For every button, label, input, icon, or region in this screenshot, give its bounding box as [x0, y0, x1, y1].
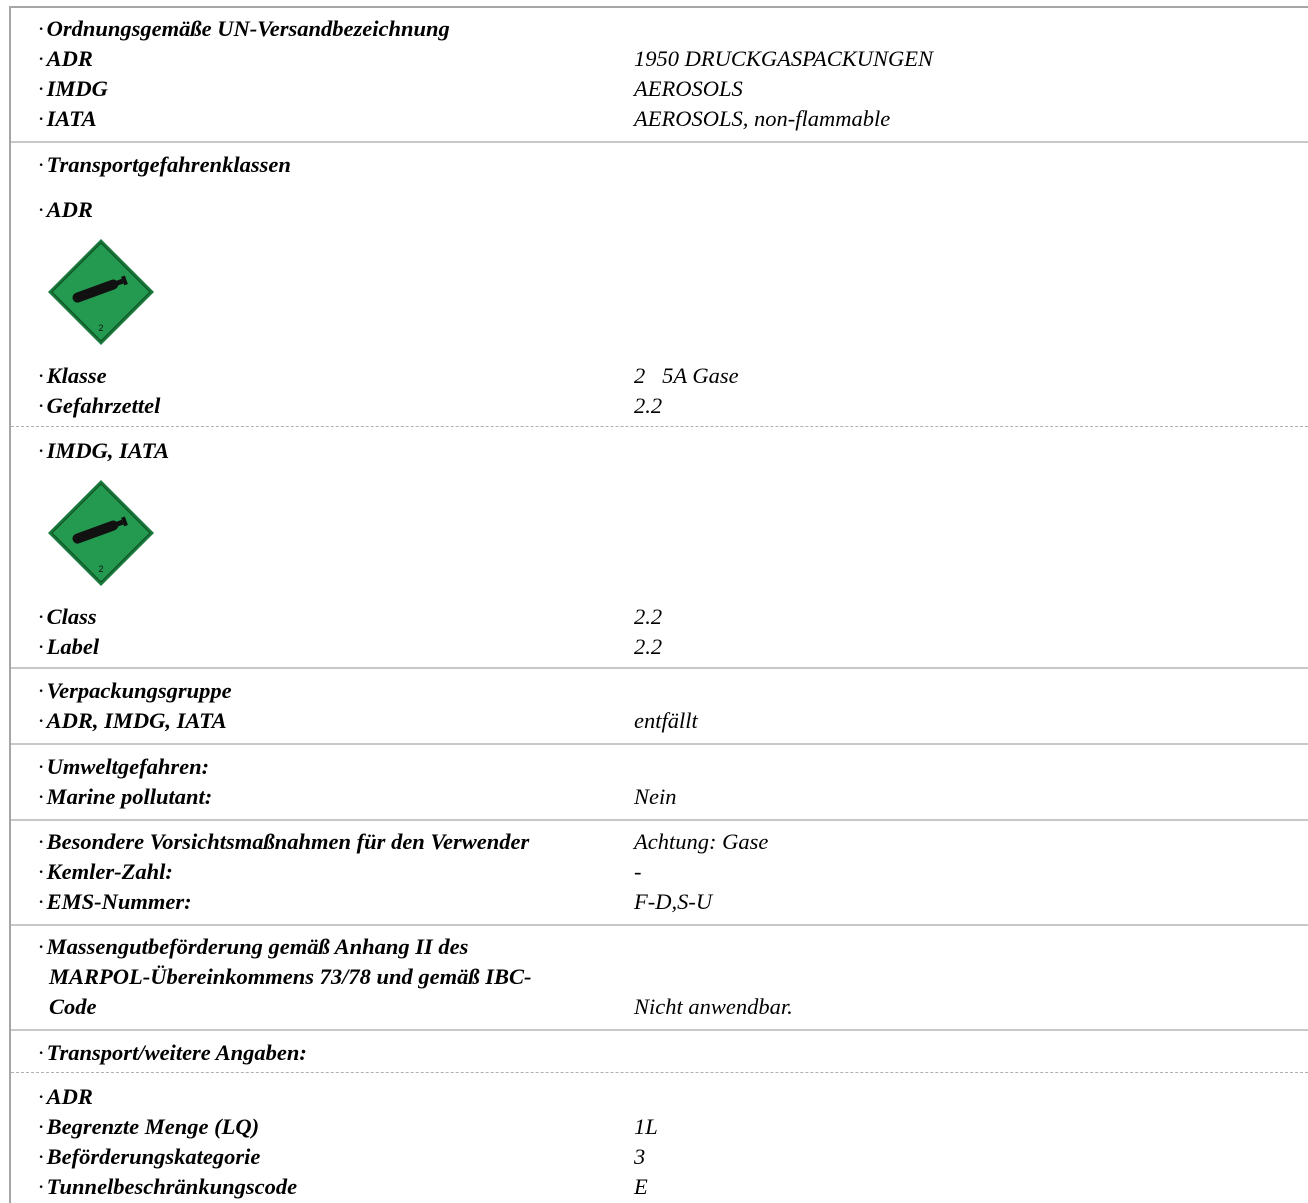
row-value-tunnel-code: E	[634, 1174, 648, 1199]
row-label-special-precautions: · Besondere Vorsichtsmaßnahmen für den Verwender	[38, 829, 530, 854]
row-label-bulk-transport-line1: · Massengutbeförderung gemäß Anhang II des	[38, 934, 469, 959]
row-value-packing-group: entfällt	[634, 708, 698, 733]
row-label-tunnel-code: · Tunnelbeschränkungscode	[38, 1174, 298, 1199]
row-value-label: 2.2	[634, 634, 663, 659]
row-value-transport-category: 3	[634, 1144, 646, 1169]
section-heading-packing-group: · Verpackungsgruppe	[38, 678, 232, 703]
row-label-bulk-transport-line2: MARPOL-Übereinkommens 73/78 und gemäß IBC-	[49, 964, 532, 989]
row-label-kemler: · Kemler-Zahl:	[38, 859, 173, 884]
row-value-special-precautions: Achtung: Gase	[634, 829, 769, 854]
row-value-ems: F-D,S-U	[634, 889, 713, 914]
row-label-lq: · Begrenzte Menge (LQ)	[38, 1114, 260, 1139]
section-divider	[11, 743, 1308, 745]
subsection-divider	[11, 1072, 1308, 1073]
row-value-gefahrzettel: 2.2	[634, 393, 663, 418]
pictogram-class-number: 2	[98, 564, 104, 574]
hazard-class-2-gas-cylinder-icon	[46, 478, 156, 588]
section-divider	[11, 141, 1308, 143]
row-label-imdg: · IMDG	[38, 76, 108, 101]
section-heading-environmental: · Umweltgefahren:	[38, 754, 210, 779]
section-divider	[11, 1029, 1308, 1031]
subsection-divider	[11, 426, 1308, 427]
row-value-lq: 1L	[634, 1114, 658, 1139]
row-value-imdg: AEROSOLS	[634, 76, 743, 101]
subheading-adr: · ADR	[38, 197, 93, 222]
row-label-adr-imdg-iata: · ADR, IMDG, IATA	[38, 708, 227, 733]
subheading-imdg-iata: · IMDG, IATA	[38, 438, 170, 463]
row-value-class: 2.2	[634, 604, 663, 629]
row-label-marine-pollutant: · Marine pollutant:	[38, 784, 213, 809]
row-label-iata: · IATA	[38, 106, 97, 131]
section-divider	[11, 819, 1308, 821]
row-label-label: · Label	[38, 634, 100, 659]
section-divider	[11, 667, 1308, 669]
row-value-marine-pollutant: Nein	[634, 784, 677, 809]
row-value-bulk-transport: Nicht anwendbar.	[634, 994, 793, 1019]
row-label-class: · Class	[38, 604, 97, 629]
section-heading-hazard-classes: · Transportgefahrenklassen	[38, 152, 291, 177]
row-value-kemler: -	[634, 859, 642, 884]
hazard-class-2-gas-cylinder-icon	[46, 237, 156, 347]
row-label-gefahrzettel: · Gefahrzettel	[38, 393, 161, 418]
row-label-adr: · ADR	[38, 46, 93, 71]
subheading-adr-further: · ADR	[38, 1084, 93, 1109]
pictogram-class-number: 2	[98, 323, 104, 333]
row-label-transport-category: · Beförderungskategorie	[38, 1144, 261, 1169]
section-heading-transport-further: · Transport/weitere Angaben:	[38, 1040, 307, 1065]
row-value-iata: AEROSOLS, non-flammable	[634, 106, 891, 131]
section-divider	[11, 924, 1308, 926]
row-value-adr: 1950 DRUCKGASPACKUNGEN	[634, 46, 933, 71]
row-label-ems: · EMS-Nummer:	[38, 889, 192, 914]
row-label-bulk-transport-line3: Code	[49, 994, 97, 1019]
row-value-klasse: 2 5A Gase	[634, 363, 739, 388]
section-heading-shipping-name: · Ordnungsgemäße UN-Versandbezeichnung	[38, 16, 450, 41]
row-label-klasse: · Klasse	[38, 363, 107, 388]
